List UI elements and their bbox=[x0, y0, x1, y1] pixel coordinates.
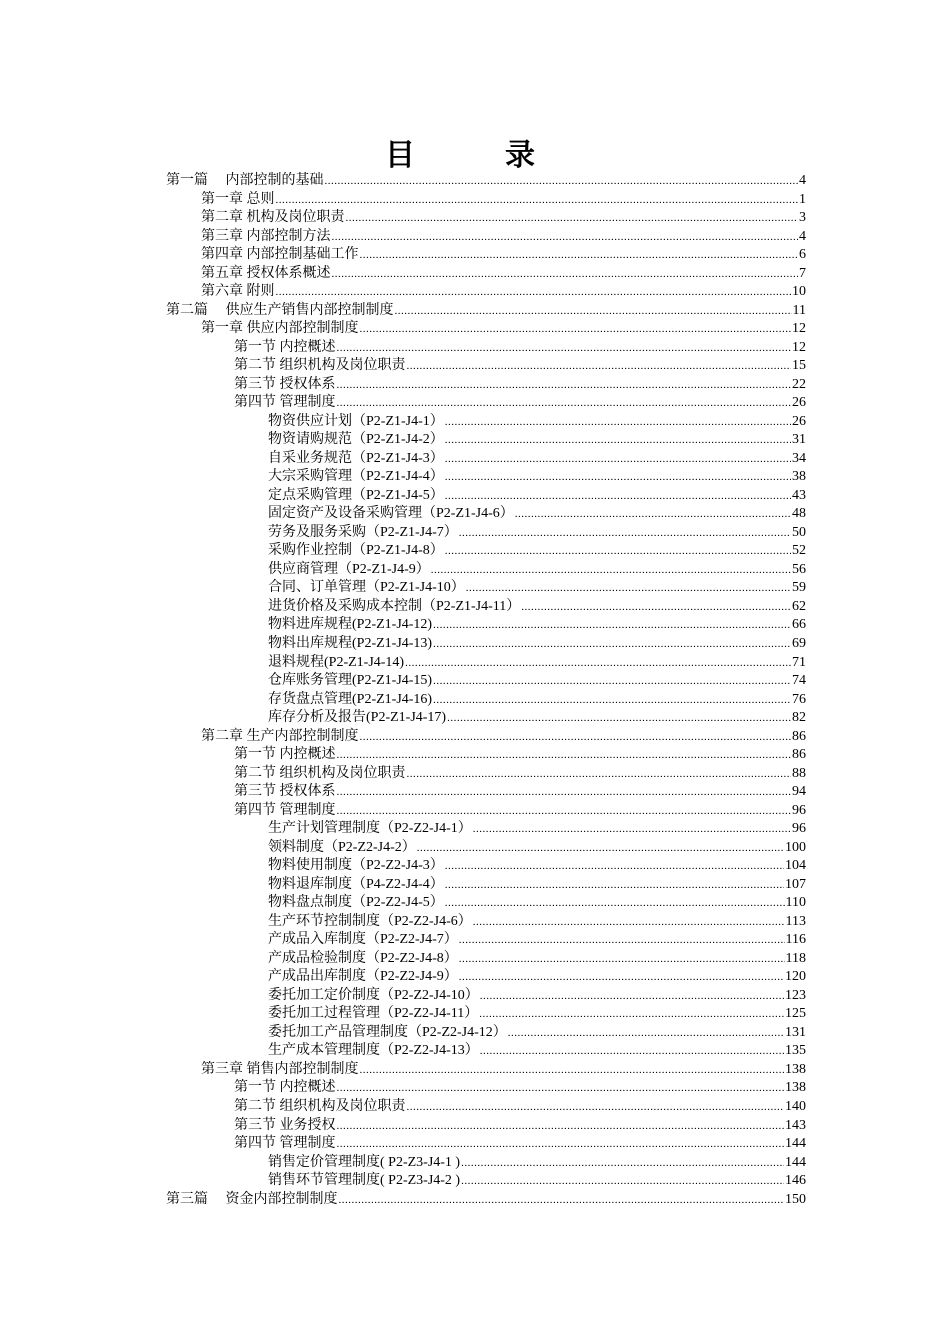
toc-entry[interactable] bbox=[268, 1042, 806, 1061]
toc-entry-label: 第三篇 资金内部控制制度 bbox=[166, 1191, 338, 1207]
toc-entry[interactable] bbox=[268, 839, 806, 858]
toc-entry[interactable] bbox=[268, 450, 806, 469]
toc-entry-label: 第一章 供应内部控制制度 bbox=[201, 321, 359, 337]
toc-page-number: 10 bbox=[792, 284, 806, 300]
toc-entry[interactable] bbox=[166, 1191, 806, 1210]
toc-entry-label: 第一节 内控概述 bbox=[234, 339, 336, 355]
toc-page-number: 15 bbox=[792, 358, 806, 374]
toc-entry[interactable] bbox=[268, 950, 806, 969]
toc-entry-label: 采购作业控制（P2-Z1-J4-8） bbox=[268, 543, 444, 559]
toc-entry[interactable] bbox=[201, 1061, 806, 1080]
toc-page-number: 11 bbox=[792, 302, 806, 318]
toc-page-number: 107 bbox=[785, 876, 806, 892]
toc-entry[interactable] bbox=[268, 709, 806, 728]
toc-entry-label: 生产成本管理制度（P2-Z2-J4-13） bbox=[268, 1043, 479, 1059]
toc-page-number: 146 bbox=[785, 1173, 806, 1189]
toc-entry-label: 第一节 内控概述 bbox=[234, 747, 336, 763]
toc-entry-label: 销售环节管理制度( P2-Z3-J4-2 ) bbox=[268, 1173, 461, 1189]
toc-leader-dots bbox=[337, 802, 792, 821]
toc-entry[interactable] bbox=[268, 1005, 806, 1024]
toc-entry-label: 第一章 总则 bbox=[201, 191, 275, 207]
toc-leader-dots bbox=[445, 542, 791, 561]
toc-leader-dots bbox=[337, 1079, 785, 1098]
toc-leader-dots bbox=[459, 950, 785, 969]
toc-entry-label: 物资请购规范（P2-Z1-J4-2） bbox=[268, 432, 444, 448]
toc-leader-dots bbox=[360, 728, 792, 747]
toc-entry[interactable] bbox=[268, 968, 806, 987]
toc-leader-dots bbox=[332, 265, 799, 284]
toc-entry[interactable] bbox=[268, 1172, 806, 1191]
toc-entry-label: 产成品出库制度（P2-Z2-J4-9） bbox=[268, 969, 458, 985]
toc-entry-label: 第二章 生产内部控制制度 bbox=[201, 728, 359, 744]
toc-entry[interactable] bbox=[268, 413, 806, 432]
toc-page-number: 100 bbox=[785, 839, 806, 855]
toc-leader-dots bbox=[431, 561, 791, 580]
toc-page-number: 143 bbox=[785, 1117, 806, 1133]
toc-entry-label: 第三节 授权体系 bbox=[234, 376, 336, 392]
toc-page-number: 135 bbox=[785, 1043, 806, 1059]
toc-leader-dots bbox=[407, 357, 792, 376]
toc-entry[interactable] bbox=[268, 857, 806, 876]
toc-entry[interactable] bbox=[268, 505, 806, 524]
toc-entry-label: 第四节 管理制度 bbox=[234, 802, 336, 818]
toc-leader-dots bbox=[337, 1117, 785, 1136]
toc-entry[interactable] bbox=[268, 598, 806, 617]
toc-entry[interactable] bbox=[234, 376, 806, 395]
toc-entry-label: 第三章 销售内部控制制度 bbox=[201, 1061, 359, 1077]
toc-page-number: 69 bbox=[792, 636, 806, 651]
toc-leader-dots bbox=[461, 1172, 784, 1191]
toc-page-number: 59 bbox=[792, 580, 806, 596]
toc-entry[interactable] bbox=[201, 228, 806, 247]
toc-entry-label: 定点采购管理（P2-Z1-J4-5） bbox=[268, 487, 444, 503]
toc-page-number: 120 bbox=[785, 969, 806, 985]
toc-entry[interactable] bbox=[201, 191, 806, 210]
toc-leader-dots bbox=[445, 894, 785, 913]
toc-page-number: 86 bbox=[792, 747, 806, 763]
toc-page-number: 50 bbox=[792, 524, 806, 540]
toc-leader-dots bbox=[332, 228, 799, 247]
toc-page-number: 1 bbox=[799, 191, 806, 207]
toc-entry[interactable] bbox=[268, 987, 806, 1006]
toc-page-number: 62 bbox=[792, 598, 806, 614]
toc-page-number: 6 bbox=[799, 247, 806, 263]
toc-entry[interactable] bbox=[234, 1135, 806, 1154]
toc-leader-dots bbox=[508, 1024, 784, 1043]
toc-entry-label: 产成品入库制度（P2-Z2-J4-7） bbox=[268, 932, 458, 948]
toc-entry-label: 第二节 组织机构及岗位职责 bbox=[234, 358, 406, 374]
toc-page-number: 82 bbox=[792, 710, 806, 726]
toc-leader-dots bbox=[445, 413, 791, 432]
toc-leader-dots bbox=[445, 468, 791, 487]
toc-entry[interactable] bbox=[268, 616, 806, 635]
toc-page-number: 96 bbox=[792, 802, 806, 818]
toc-page-number: 38 bbox=[792, 469, 806, 485]
toc-page-number: 56 bbox=[792, 561, 806, 577]
toc-entry[interactable] bbox=[268, 579, 806, 598]
toc-leader-dots bbox=[447, 709, 791, 728]
toc-page-number: 86 bbox=[792, 728, 806, 744]
toc-page-number: 3 bbox=[799, 210, 806, 226]
toc-entry[interactable] bbox=[268, 487, 806, 506]
toc-entry[interactable] bbox=[268, 876, 806, 895]
toc-page-number: 26 bbox=[792, 413, 806, 429]
toc-page-number: 26 bbox=[792, 395, 806, 411]
toc-entry[interactable] bbox=[234, 1079, 806, 1098]
toc-leader-dots bbox=[337, 783, 792, 802]
toc-entry[interactable] bbox=[268, 654, 806, 673]
toc-leader-dots bbox=[461, 1154, 784, 1173]
toc-page-number: 118 bbox=[785, 950, 806, 966]
toc-entry-label: 第一节 内控概述 bbox=[234, 1080, 336, 1096]
toc-leader-dots bbox=[445, 431, 791, 450]
toc-leader-dots bbox=[360, 320, 792, 339]
toc-entry[interactable] bbox=[268, 691, 806, 710]
toc-entry[interactable] bbox=[234, 783, 806, 802]
toc-entry[interactable] bbox=[234, 1098, 806, 1117]
toc-page-number: 104 bbox=[785, 858, 806, 874]
toc-entry-label: 仓库账务管理(P2-Z1-J4-15) bbox=[268, 673, 433, 689]
toc-leader-dots bbox=[466, 579, 791, 598]
toc-entry[interactable] bbox=[234, 802, 806, 821]
toc-entry-label: 第一篇 内部控制的基础 bbox=[166, 173, 324, 188]
toc-leader-dots bbox=[346, 209, 799, 228]
toc-page-number: 138 bbox=[785, 1061, 806, 1077]
toc-entry[interactable] bbox=[268, 1154, 806, 1173]
toc-entry-label: 第四节 管理制度 bbox=[234, 395, 336, 411]
toc-leader-dots bbox=[521, 598, 791, 617]
toc-entry[interactable] bbox=[201, 265, 806, 284]
toc-entry-label: 第五章 授权体系概述 bbox=[201, 265, 331, 281]
toc-leader-dots bbox=[445, 857, 784, 876]
toc-page-number: 52 bbox=[792, 543, 806, 559]
toc-entry-label: 物料进库规程(P2-Z1-J4-12) bbox=[268, 617, 433, 633]
toc-page-number: 43 bbox=[792, 487, 806, 503]
toc-entry[interactable] bbox=[234, 339, 806, 358]
toc-entry[interactable] bbox=[201, 246, 806, 265]
toc-leader-dots bbox=[417, 839, 784, 858]
toc-entry[interactable] bbox=[268, 820, 806, 839]
toc-entry-label: 大宗采购管理（P2-Z1-J4-4） bbox=[268, 469, 444, 485]
toc-page-number: 144 bbox=[785, 1136, 806, 1152]
toc-leader-dots bbox=[407, 1098, 785, 1117]
toc-page-number: 4 bbox=[799, 173, 806, 188]
toc-leader-dots bbox=[433, 691, 791, 710]
toc-leader-dots bbox=[325, 172, 799, 191]
toc-leader-dots bbox=[337, 339, 792, 358]
toc-entry-label: 产成品检验制度（P2-Z2-J4-8） bbox=[268, 950, 458, 966]
toc-page-number: 76 bbox=[792, 691, 806, 707]
toc-entry[interactable] bbox=[268, 561, 806, 580]
toc-leader-dots bbox=[473, 820, 791, 839]
toc-entry-label: 委托加工定价制度（P2-Z2-J4-10） bbox=[268, 987, 479, 1003]
toc-leader-dots bbox=[445, 487, 791, 506]
toc-entry-label: 物料盘点制度（P2-Z2-J4-5） bbox=[268, 895, 444, 911]
toc-leader-dots bbox=[337, 746, 792, 765]
toc-leader-dots bbox=[337, 376, 792, 395]
toc-leader-dots bbox=[360, 1061, 785, 1080]
toc-entry-label: 固定资产及设备采购管理（P2-Z1-J4-6） bbox=[268, 506, 514, 522]
toc-page-number: 31 bbox=[792, 432, 806, 448]
toc-leader-dots bbox=[433, 616, 791, 635]
toc-page-number: 74 bbox=[792, 673, 806, 689]
toc-page-number: 88 bbox=[792, 765, 806, 781]
toc-entry-label: 销售定价管理制度( P2-Z3-J4-1 ) bbox=[268, 1154, 461, 1170]
toc-entry-label: 第二节 组织机构及岗位职责 bbox=[234, 1099, 406, 1114]
toc-entry[interactable] bbox=[268, 672, 806, 691]
toc-entry[interactable] bbox=[201, 209, 806, 228]
toc-entry[interactable] bbox=[268, 524, 806, 543]
toc-entry-label: 库存分析及报告(P2-Z1-J4-17) bbox=[268, 710, 447, 726]
toc-entry[interactable] bbox=[201, 728, 806, 747]
toc-entry-label: 第三节 业务授权 bbox=[234, 1117, 336, 1133]
toc-entry-label: 生产计划管理制度（P2-Z2-J4-1） bbox=[268, 821, 472, 837]
toc-page-number: 7 bbox=[799, 265, 806, 281]
toc-leader-dots bbox=[395, 302, 792, 321]
toc-leader-dots bbox=[405, 654, 791, 673]
toc-entry-label: 第四节 管理制度 bbox=[234, 1136, 336, 1152]
toc-leader-dots bbox=[480, 987, 784, 1006]
toc-leader-dots bbox=[433, 635, 791, 654]
toc-page-number: 71 bbox=[792, 654, 806, 670]
toc-leader-dots bbox=[445, 450, 791, 469]
toc-entry-label: 退料规程(P2-Z1-J4-14) bbox=[268, 654, 405, 670]
toc-leader-dots bbox=[337, 1135, 785, 1154]
toc-entry-label: 自采业务规范（P2-Z1-J4-3） bbox=[268, 450, 444, 466]
toc-leader-dots bbox=[480, 1042, 784, 1061]
toc-entry[interactable] bbox=[201, 320, 806, 339]
toc-leader-dots bbox=[407, 765, 792, 784]
toc-page-number: 138 bbox=[785, 1080, 806, 1096]
toc-page-number: 113 bbox=[785, 913, 806, 929]
toc-entry-label: 第三章 内部控制方法 bbox=[201, 228, 331, 244]
toc-entry[interactable] bbox=[268, 1024, 806, 1043]
toc-page-number: 66 bbox=[792, 617, 806, 633]
toc-entry[interactable] bbox=[234, 1117, 806, 1136]
toc-entry[interactable] bbox=[166, 172, 806, 191]
toc-page-number: 116 bbox=[785, 932, 806, 948]
toc-entry-label: 存货盘点管理(P2-Z1-J4-16) bbox=[268, 691, 433, 707]
toc-page-number: 48 bbox=[792, 506, 806, 522]
toc-leader-dots bbox=[337, 394, 792, 413]
toc-page-number: 22 bbox=[792, 376, 806, 392]
toc-leader-dots bbox=[276, 191, 799, 210]
toc-leader-dots bbox=[360, 246, 799, 265]
toc-entry-label: 第六章 附则 bbox=[201, 284, 275, 300]
toc-entry-label: 供应商管理（P2-Z1-J4-9） bbox=[268, 561, 430, 577]
toc-leader-dots bbox=[459, 931, 785, 950]
toc-leader-dots bbox=[433, 672, 791, 691]
toc-entry-label: 劳务及服务采购（P2-Z1-J4-7） bbox=[268, 524, 458, 540]
toc-entry-label: 委托加工过程管理（P2-Z2-J4-11） bbox=[268, 1006, 479, 1022]
toc-entry[interactable] bbox=[166, 302, 806, 321]
toc-page-number: 12 bbox=[792, 321, 806, 337]
toc-page-number: 131 bbox=[785, 1024, 806, 1040]
toc-page-number: 123 bbox=[785, 987, 806, 1003]
toc-page-number: 4 bbox=[799, 228, 806, 244]
toc-entry-label: 第二节 组织机构及岗位职责 bbox=[234, 765, 406, 781]
toc-leader-dots bbox=[276, 283, 792, 302]
toc-entry-label: 合同、订单管理（P2-Z1-J4-10） bbox=[268, 580, 465, 596]
toc-entry-label: 第二章 机构及岗位职责 bbox=[201, 210, 345, 226]
toc-page-number: 150 bbox=[785, 1191, 806, 1207]
toc-page-number: 144 bbox=[785, 1154, 806, 1170]
toc-entry-label: 物料退库制度（P4-Z2-J4-4） bbox=[268, 876, 444, 892]
toc-entry[interactable] bbox=[268, 931, 806, 950]
toc-entry-label: 委托加工产品管理制度（P2-Z2-J4-12） bbox=[268, 1024, 507, 1040]
toc-leader-dots bbox=[515, 505, 791, 524]
toc-entry[interactable] bbox=[234, 394, 806, 413]
toc-entry-label: 第四章 内部控制基础工作 bbox=[201, 247, 359, 263]
toc-entry-label: 第三节 授权体系 bbox=[234, 784, 336, 800]
toc-entry[interactable] bbox=[268, 468, 806, 487]
toc-page-number: 34 bbox=[792, 450, 806, 466]
toc-page-number: 110 bbox=[785, 895, 806, 911]
toc-page-number: 94 bbox=[792, 784, 806, 800]
toc-entry-label: 物料使用制度（P2-Z2-J4-3） bbox=[268, 858, 444, 874]
toc-leader-dots bbox=[473, 913, 785, 932]
toc-page-number: 125 bbox=[785, 1006, 806, 1022]
toc-leader-dots bbox=[459, 524, 791, 543]
toc-leader-dots bbox=[339, 1191, 785, 1210]
toc-entry[interactable] bbox=[268, 913, 806, 932]
toc-entry[interactable] bbox=[201, 283, 806, 302]
toc-entry[interactable] bbox=[234, 357, 806, 376]
toc-entry[interactable] bbox=[234, 746, 806, 765]
toc-entry[interactable] bbox=[268, 894, 806, 913]
toc-entry-label: 第二篇 供应生产销售内部控制制度 bbox=[166, 302, 394, 318]
toc-page-number: 96 bbox=[792, 821, 806, 837]
toc-entry-label: 生产环节控制制度（P2-Z2-J4-6） bbox=[268, 913, 472, 929]
toc-entry[interactable] bbox=[234, 765, 806, 784]
toc-leader-dots bbox=[445, 876, 784, 895]
toc-page-number: 140 bbox=[785, 1099, 806, 1114]
toc-entry-label: 物料出库规程(P2-Z1-J4-13) bbox=[268, 636, 433, 651]
toc-page-number: 12 bbox=[792, 339, 806, 355]
toc-entry[interactable] bbox=[268, 542, 806, 561]
toc-entry-label: 物资供应计划（P2-Z1-J4-1） bbox=[268, 413, 444, 429]
toc-leader-dots bbox=[459, 968, 784, 987]
toc-entry[interactable] bbox=[268, 635, 806, 654]
toc-entry-label: 进货价格及采购成本控制（P2-Z1-J4-11） bbox=[268, 598, 521, 614]
toc-entry[interactable] bbox=[268, 431, 806, 450]
page-title: 目 录 bbox=[385, 138, 565, 173]
toc-entry-label: 领料制度（P2-Z2-J4-2） bbox=[268, 839, 416, 855]
toc-leader-dots bbox=[479, 1005, 784, 1024]
